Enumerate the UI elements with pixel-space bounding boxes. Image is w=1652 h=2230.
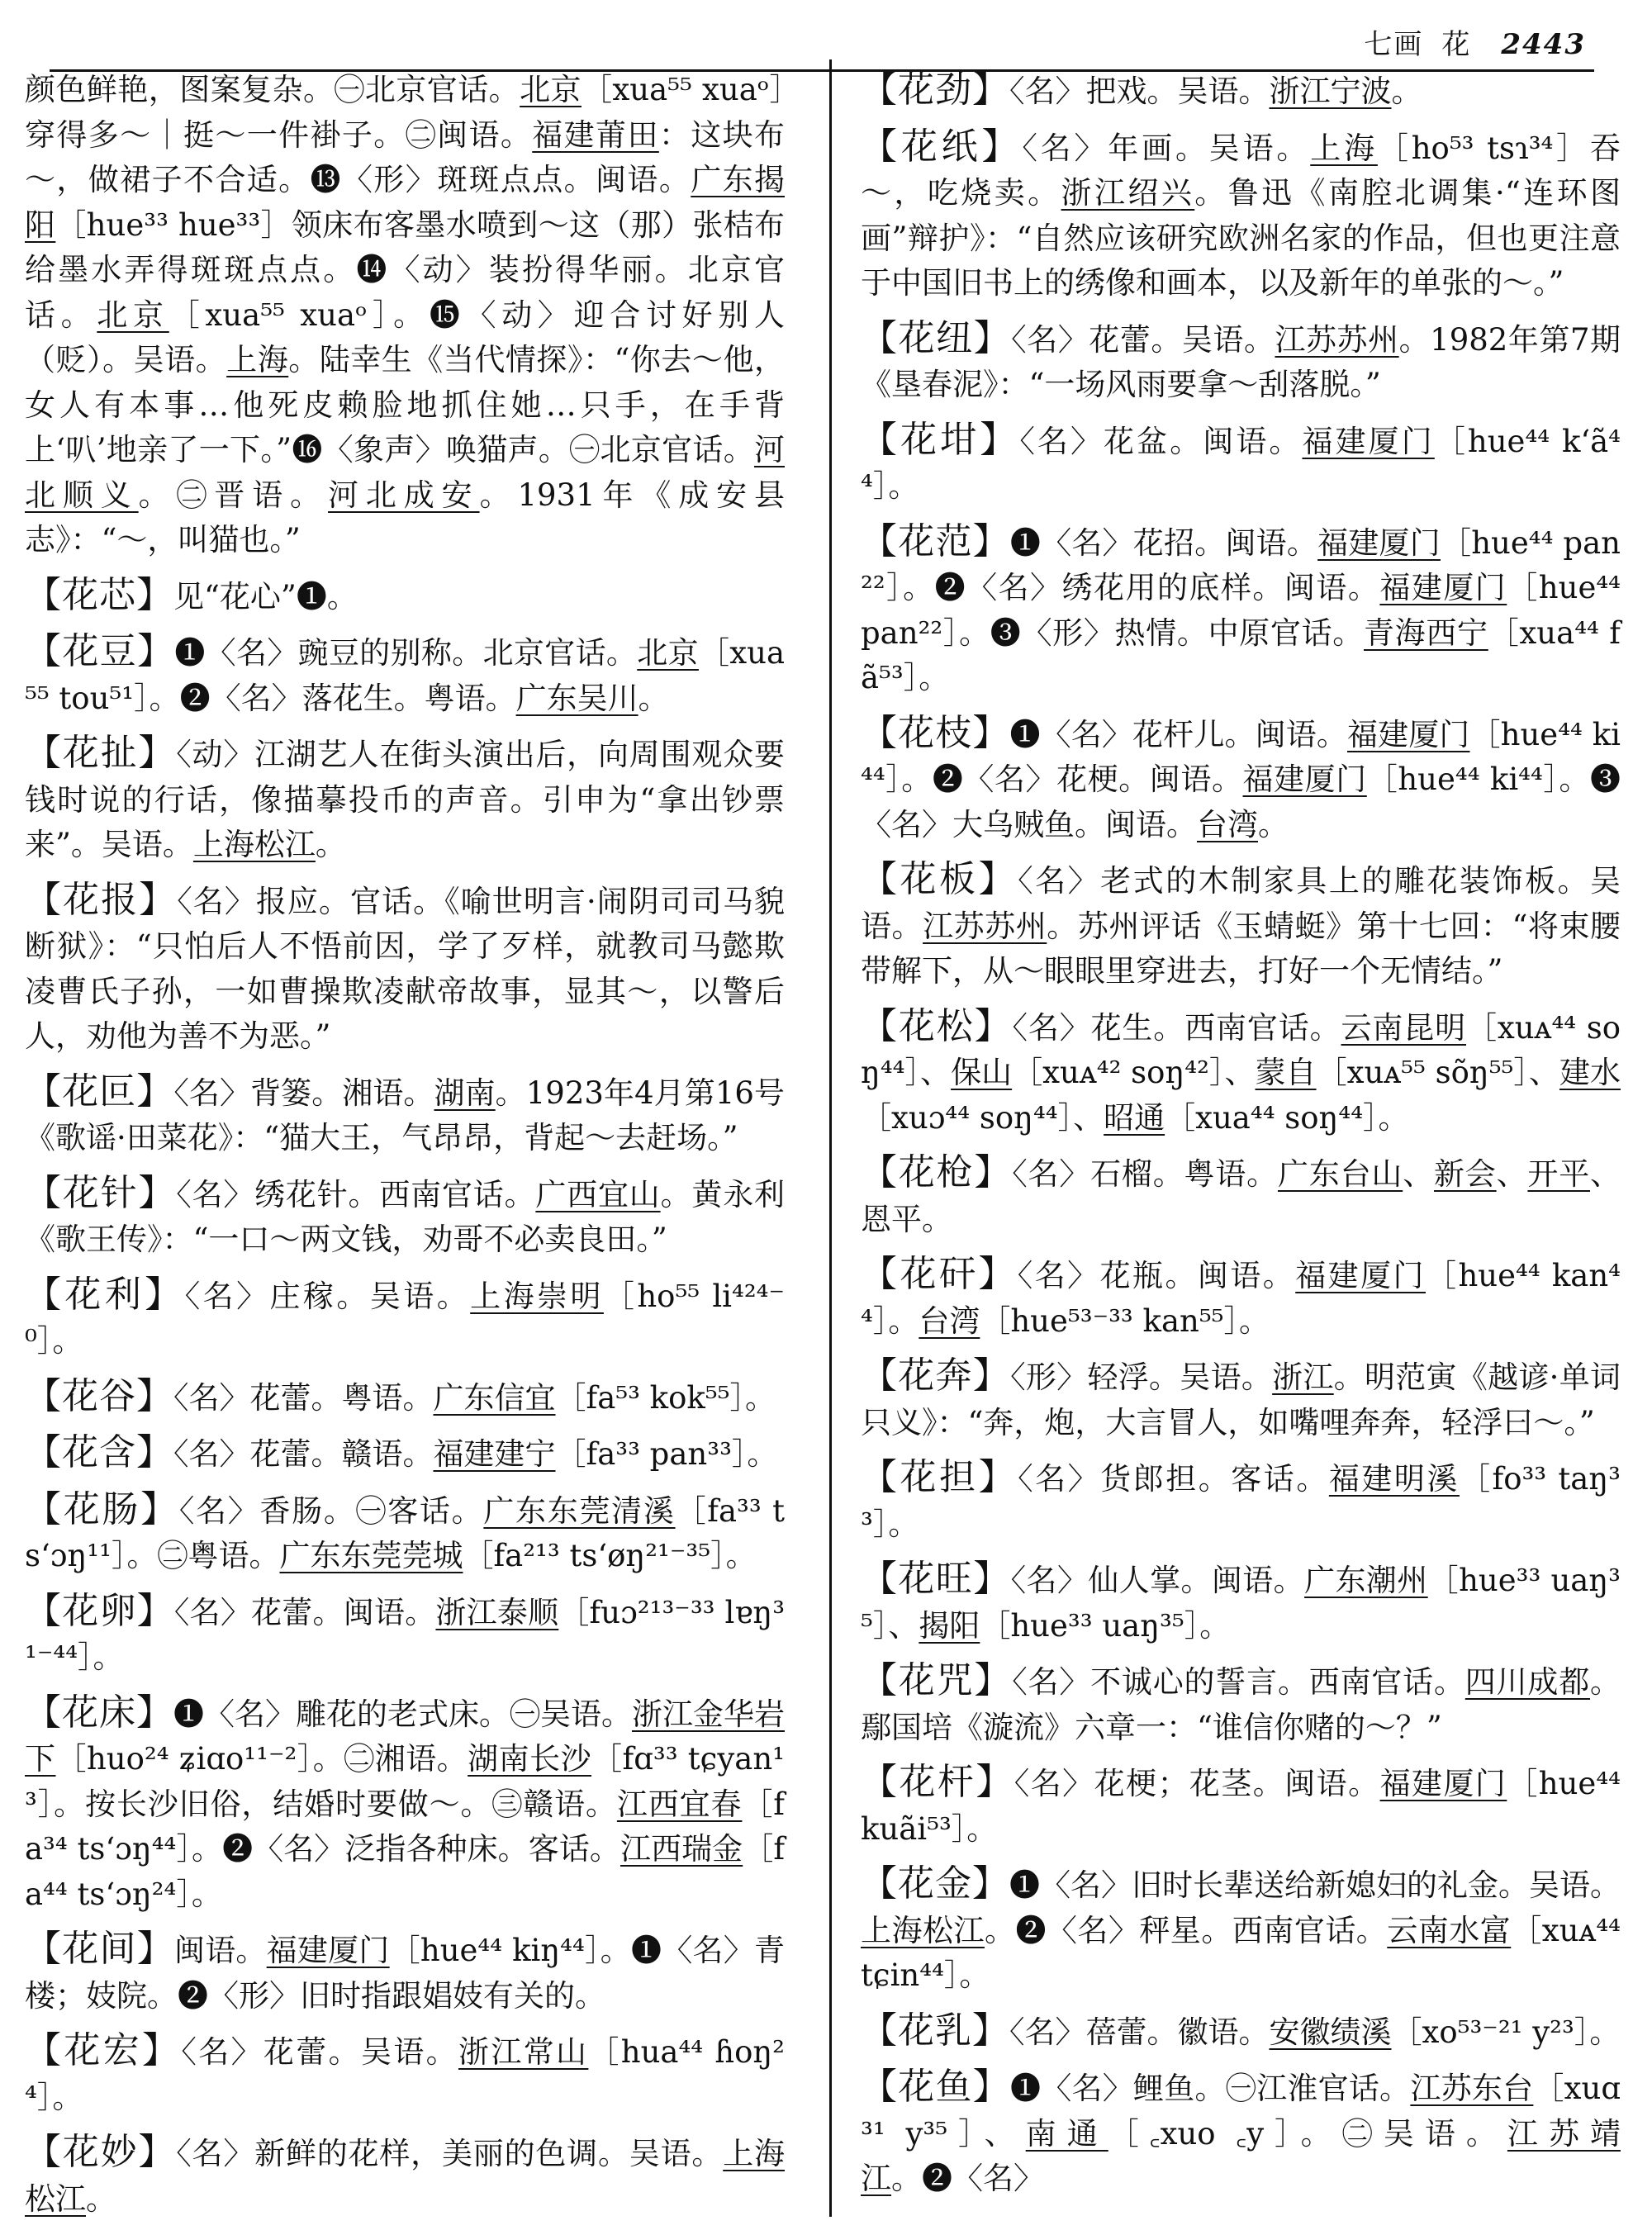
entry-text: 〈名〉花蕾。赣语。 [173, 1436, 434, 1472]
entry-text: ［fo³³ taŋ³³］。 [861, 1461, 1621, 1542]
entry-text: ［꜀xuo ꜀y］。㊁吴语。 [1108, 2115, 1507, 2152]
entry-text: ❶〈名〉旧时长辈送给新媳妇的礼金。吴语。 [1009, 1867, 1621, 1903]
entry-headword: 【花矸】 [861, 1253, 1018, 1295]
location-name: 上海 [226, 342, 289, 377]
entry-text: 〈名〉货郎担。客话。 [1018, 1461, 1329, 1497]
entry-text: 。㊁晋语。 [138, 477, 329, 513]
location-name: 昭通 [1104, 1099, 1165, 1136]
page-number: 2443 [1501, 28, 1586, 61]
entry-text: 〈名〉花蕾。吴语。 [1011, 321, 1275, 358]
entry-text: 。1982年第7期《垦春泥》：“一场风雨要拿～刮落脱。” [861, 321, 1621, 402]
dictionary-entry [861, 1557, 1621, 1649]
dictionary-entry [861, 125, 1621, 306]
dictionary-entry [861, 1252, 1621, 1344]
entry-text: 。 [638, 680, 669, 716]
location-name: 湖南长沙 [468, 1741, 592, 1777]
dictionary-entry [861, 1455, 1621, 1547]
entry-text: 〈名〉花蕾。粤语。 [173, 1379, 434, 1416]
entry-text: ❶〈名〉雕花的老式床。㊀吴语。 [173, 1696, 632, 1732]
entry-text: ［xuᴀ⁴⁴ soŋ⁴⁴］、 [861, 1009, 1621, 1090]
dictionary-entry [25, 1487, 785, 1579]
location-name: 福建厦门 [1317, 524, 1441, 561]
entry-headword: 【花宏】 [25, 2029, 182, 2071]
entry-text: ［fa³³ pan³³］。 [555, 1436, 778, 1472]
location-name: 福建建宁 [433, 1436, 556, 1472]
location-name: 云南昆明 [1341, 1009, 1466, 1046]
entry-text: ［fɑ³³ tɕyan¹³］。按长沙旧俗，结婚时要做～。㊂赣语。 [25, 1741, 786, 1822]
location-name: 广东信宜 [433, 1379, 556, 1416]
location-name: 蒙自 [1255, 1055, 1317, 1090]
location-name: 福建厦门 [1295, 1258, 1426, 1293]
dictionary-entry [861, 1004, 1621, 1141]
location-name: 江西宜春 [616, 1786, 743, 1822]
location-name: 揭阳 [919, 1607, 980, 1644]
entry-headword: 【花枝】 [861, 711, 1010, 754]
entry-headword: 【花含】 [25, 1431, 173, 1473]
entry-headword: 【花床】 [25, 1691, 173, 1734]
location-name: 江苏东台 [1410, 2071, 1534, 2106]
page-header [50, 18, 1594, 72]
dictionary-entry [861, 1151, 1621, 1242]
entry-text: 、 [1496, 1156, 1528, 1192]
entry-text: ［hue⁴⁴ pan²²］。❷〈名〉绣花用的底样。闽语。 [861, 524, 1621, 605]
location-name: 河北成安 [328, 477, 480, 513]
entry-text: 〈名〉花瓶。闽语。 [1017, 1258, 1296, 1293]
entry-text: 〈名〉香肠。㊀客话。 [178, 1492, 484, 1529]
entry-text: ［hue⁴⁴ k‘ã⁴⁴］。 [861, 423, 1621, 504]
entry-headword: 【花间】 [25, 1928, 174, 1970]
entry-text: 。❷〈名〉秤星。西南官话。 [984, 1912, 1388, 1948]
location-name: 安徽绩溪 [1269, 2014, 1392, 2050]
entry-text: ［fa⁴⁴ ts‘ɔŋ²⁴］。 [25, 1831, 786, 1912]
entry-text: 〈名〉庄稼。吴语。 [184, 1278, 471, 1314]
entry-text: ❶〈名〉花招。闽语。 [1009, 524, 1318, 561]
column-divider [829, 59, 832, 2217]
dictionary-entry [25, 1374, 785, 1421]
location-name: 南通 [1025, 2115, 1108, 2152]
entry-text: 见“花心”❶。 [173, 578, 358, 614]
entry-text: ［xua⁴⁴ soŋ⁴⁴］。 [1165, 1099, 1409, 1136]
entry-text: ［xuᴀ⁴² soŋ⁴²］、 [1012, 1055, 1256, 1090]
location-name: 福建莆田 [532, 116, 659, 153]
entry-text: ［xo⁵³⁻²¹ y²³］。 [1391, 2014, 1621, 2050]
entry-text: 〈名〉石榴。粤语。 [1012, 1156, 1278, 1192]
location-name: 福建厦门 [1242, 762, 1367, 797]
entry-text: ❶〈名〉鲤鱼。㊀江淮官话。 [1010, 2071, 1411, 2106]
location-name: 青海西宁 [1364, 614, 1488, 651]
entry-text: 。❷〈名〉 [891, 2161, 1044, 2196]
location-name: 福建厦门 [1302, 423, 1435, 459]
entry-headword: 【花肠】 [25, 1487, 179, 1530]
location-name: 河北顺义 [25, 432, 785, 513]
entry-text: 〈名〉蓓蕾。徽语。 [1009, 2014, 1270, 2050]
location-name: 广东潮州 [1304, 1563, 1428, 1598]
dictionary-entry [861, 2065, 1621, 2202]
entry-headword: 【花芯】 [25, 573, 173, 616]
location-name: 江苏靖江 [861, 2115, 1621, 2196]
entry-text: 。1931年《成安县志》：“～，叫猫也。” [25, 477, 786, 558]
location-name: 江苏苏州 [1275, 321, 1399, 358]
dictionary-entry [25, 1171, 785, 1263]
dictionary-entry [861, 1658, 1621, 1750]
location-name: 新会 [1434, 1156, 1497, 1192]
location-name: 福建厦门 [1379, 1766, 1507, 1801]
entry-headword: 【花旺】 [861, 1558, 1011, 1600]
entry-text: ［xuᴀ⁴⁴ tɕin⁴⁴］。 [861, 1912, 1621, 1993]
location-name: 上海松江 [861, 1912, 985, 1948]
entry-text: ［xua⁵⁵ tou⁵¹］。❷〈名〉落花生。粤语。 [25, 635, 786, 716]
entry-text: ［xua⁵⁵ xuaᵒ］穿得多～｜挺～一件褂子。㊁闽语。 [25, 72, 786, 153]
location-name: 湖南 [434, 1075, 496, 1111]
location-name: 开平 [1527, 1156, 1591, 1192]
entry-text: ［huo²⁴ ʑiɑo¹¹⁻²］。㊁湘语。 [55, 1741, 468, 1777]
entry-text: ［xua⁵⁵ xuaᵒ］。⓯〈动〉迎合讨好别人（贬）。吴语。 [25, 297, 786, 377]
entry-headword: 【花坩】 [861, 418, 1020, 461]
entry-text: ［xuɑ³¹ y³⁵］、 [861, 2071, 1621, 2152]
entry-text: ［fa²¹³ ts‘øŋ²¹⁻³⁵］。 [463, 1538, 757, 1573]
dictionary-entry [861, 1760, 1621, 1852]
location-name: 台湾 [919, 1302, 980, 1339]
location-name: 上海 [1310, 130, 1378, 166]
entry-text: ［xuᴀ⁵⁵ sõŋ⁵⁵］、 [1316, 1055, 1559, 1090]
location-name: 浙江常山 [458, 2034, 589, 2070]
entry-text: ［fa⁵³ kok⁵⁵］。 [555, 1379, 776, 1416]
location-name: 广东吴川 [515, 680, 638, 716]
dictionary-entry [861, 520, 1621, 701]
location-name: 浙江泰顺 [435, 1594, 559, 1630]
entry-headword: 【花枪】 [861, 1151, 1013, 1193]
entry-text: ［xua⁴⁴ fã⁵³］。 [861, 614, 1621, 695]
entry-text: ［fuɔ²¹³⁻³³ lɐŋ³¹⁻⁴⁴］。 [25, 1594, 786, 1675]
location-name: 福建厦门 [1346, 716, 1470, 752]
entry-text: ［hue⁴⁴ ki⁴⁴］。❸〈名〉大乌贼鱼。闽语。 [861, 762, 1621, 842]
entry-text: ［hue⁴⁴ kuãi⁵³］。 [861, 1766, 1621, 1847]
dictionary-entry [25, 1691, 785, 1918]
entry-headword: 【花板】 [861, 858, 1018, 900]
location-name: 北京 [97, 297, 169, 333]
entry-text: 。黄永利《歌王传》：“一口～两文钱，劝哥不必卖良田。” [25, 1176, 786, 1257]
entry-text: ：这块布～，做裙子不合适。⓭〈形〉斑斑点点。闽语。 [25, 116, 786, 197]
entry-headword: 【花针】 [25, 1171, 177, 1214]
entry-text: 〈名〉背篓。湘语。 [173, 1075, 434, 1111]
dictionary-entry [25, 1589, 785, 1681]
entry-headword: 【花范】 [861, 520, 1010, 562]
location-name: 浙江绍兴 [1061, 175, 1195, 211]
entry-headword: 【花咒】 [861, 1659, 1013, 1701]
dictionary-entry [861, 418, 1621, 510]
entry-text: 〈动〉江湖艺人在街头演出后，向周围观众要钱时说的行话，像描摹投币的声音。引申为“拿出钞票来”。吴语。 [25, 737, 786, 862]
entry-headword: 【花奔】 [861, 1355, 1011, 1397]
dictionary-entry [861, 316, 1621, 408]
entry-headword: 【花报】 [25, 878, 178, 921]
left-column [25, 68, 785, 2222]
entry-headword: 【花鱼】 [861, 2066, 1011, 2108]
location-name: 福建厦门 [1379, 570, 1507, 605]
entry-text: 〈名〉花盆。闽语。 [1019, 423, 1303, 459]
entry-text: 。明范寅《越谚·单词只义》：“奔，炮，大言冒人，如嘴哩奔奔，轻浮曰～。” [861, 1359, 1621, 1440]
location-name: 江苏苏州 [923, 908, 1047, 944]
entry-headword: 【花金】 [861, 1862, 1009, 1905]
entry-text: 。鄢国培《漩流》六章一：“谁信你赌的～？” [861, 1664, 1621, 1745]
location-name: 北京 [520, 72, 582, 107]
dictionary-entry [25, 731, 785, 868]
location-name: 台湾 [1197, 806, 1258, 842]
dictionary-entry [25, 1070, 785, 1161]
entry-continuation [25, 68, 785, 563]
location-name: 上海松江 [25, 2136, 786, 2217]
entry-text: ［hue⁴⁴ ki⁴⁴］。❷〈名〉花梗。闽语。 [861, 716, 1621, 797]
dictionary-entry [25, 1273, 785, 1364]
entry-headword: 【花豆】 [25, 630, 175, 672]
location-name: 保山 [951, 1055, 1013, 1090]
section-label: 七画 [1364, 28, 1424, 61]
entry-text: 颜色鲜艳，图案复杂。㊀北京官话。 [25, 72, 520, 107]
location-name: 广东东莞清溪 [483, 1492, 676, 1529]
entry-text: ❶〈名〉豌豆的别称。北京官话。 [174, 635, 638, 671]
entry-text: ［xuɔ⁴⁴ soŋ⁴⁴］、 [861, 1099, 1104, 1136]
entry-text: ［hue⁴⁴ kiŋ⁴⁴］。❶〈名〉青楼；妓院。❷〈形〉旧时指跟娼妓有关的。 [25, 1933, 785, 2014]
entry-headword: 【花纸】 [861, 125, 1023, 168]
location-name: 上海松江 [192, 827, 316, 862]
entry-text: ［ho⁵³ tsɿ³⁴］吞～，吃烧卖。 [861, 130, 1621, 211]
location-name: 云南水富 [1387, 1912, 1512, 1948]
location-name: 广东东莞莞城 [279, 1538, 463, 1573]
entry-text: 、 [1403, 1156, 1434, 1192]
dictionary-entry [25, 878, 785, 1060]
entry-text: 〈名〉花梗；花茎。闽语。 [1014, 1766, 1380, 1801]
entry-text: 。 [1391, 74, 1422, 109]
entry-text: 〈名〉不诚心的誓言。西南官话。 [1012, 1664, 1465, 1700]
location-name: 广东台山 [1277, 1156, 1403, 1192]
dictionary-entry [25, 2028, 785, 2120]
entry-text: ［hua⁴⁴ ɦoŋ²⁴］。 [25, 2034, 786, 2115]
dictionary-entry [25, 573, 785, 620]
location-name: 浙江金华岩下 [25, 1696, 785, 1777]
entry-text: 。苏州评话《玉蜻蜓》第十七回：“将束腰带解下，从～眼眼里穿进去，打好一个无情结。” [861, 908, 1621, 989]
entry-text: 。陆幸生《当代情探》：“你去～他，女人有本事…他死皮赖脸地抓住她…只手，在手背上‘叭’地亲了一下。”⓰〈象声〉唤猫声。㊀北京官话。 [25, 342, 786, 467]
location-name: 江西瑞金 [620, 1831, 743, 1867]
location-name: 四川成都 [1464, 1664, 1591, 1700]
entry-headword: 【花松】 [861, 1004, 1013, 1047]
dictionary-entry [861, 68, 1621, 115]
dictionary-entry [861, 857, 1621, 994]
entry-text: 〈名〉老式的木制家具上的雕花装饰板。吴语。 [861, 863, 1621, 944]
entry-text: 〈形〉轻浮。吴语。 [1010, 1359, 1273, 1395]
location-name: 北京 [637, 635, 699, 671]
entry-text: 〈名〉新鲜的花样，美丽的色调。吴语。 [176, 2136, 724, 2171]
entry-headword: 【花叵】 [25, 1070, 174, 1113]
entry-headword: 【花杆】 [861, 1761, 1014, 1803]
entry-text: 〈名〉年画。吴语。 [1022, 130, 1311, 166]
entry-text: ［ho⁵⁵ li⁴²⁴⁻⁰］。 [25, 1278, 786, 1359]
entry-text: ［hue⁴⁴ kan⁴⁴］。 [861, 1258, 1621, 1339]
entry-text: 。 [86, 2180, 116, 2217]
entry-text: 闽语。 [173, 1933, 267, 1968]
entry-text: 、恩平。 [861, 1156, 1621, 1237]
entry-text: ［fa³³ ts‘ɔŋ¹¹］。㊁粤语。 [25, 1492, 786, 1573]
entry-text: 。 [1258, 806, 1289, 842]
entry-text: 〈名〉花蕾。闽语。 [173, 1594, 436, 1630]
dictionary-entry [25, 1927, 785, 2019]
entry-headword: 【花扯】 [25, 732, 177, 774]
head-character: 花 [1441, 28, 1472, 61]
right-column [861, 68, 1621, 2202]
entry-text: 。鲁迅《南腔北调集·“连环图画”辩护》：“自然应该研究欧洲名家的作品，但也更注意于中国旧书上的绣像和画本，以及新年的单张的～。” [861, 175, 1621, 301]
entry-headword: 【花纽】 [861, 316, 1012, 359]
location-name: 福建厦门 [266, 1933, 390, 1968]
entry-text: ［hue³³ uaŋ³⁵］。 [980, 1607, 1231, 1644]
location-name: 浙江 [1272, 1359, 1334, 1395]
entry-headword: 【花劲】 [861, 69, 1009, 111]
entry-text: ［hue⁵³⁻³³ kan⁵⁵］。 [980, 1302, 1270, 1339]
entry-text: 〈名〉绣花针。西南官话。 [176, 1176, 536, 1212]
running-head [1364, 21, 1586, 62]
dictionary-entry [861, 711, 1621, 848]
dictionary-entry [25, 2130, 785, 2222]
entry-text: 。 [315, 827, 346, 862]
entry-text: ［hue⁴⁴ pan²²］。❸〈形〉热情。中原官话。 [861, 570, 1621, 651]
entry-text: 〈名〉把戏。吴语。 [1009, 74, 1270, 109]
location-name: 福建明溪 [1328, 1461, 1460, 1497]
location-name: 广东揭阳 [25, 162, 786, 243]
location-name: 建水 [1559, 1055, 1621, 1090]
entry-headword: 【花谷】 [25, 1374, 173, 1417]
entry-text: 〈名〉仙人掌。闽语。 [1010, 1563, 1305, 1598]
entry-text: ［hue³³ hue³³］领床布客墨水喷到～这（那）张桔布给墨水弄得斑斑点点。⓮〈动〉装扮得华丽。北京官话。 [25, 206, 786, 333]
entry-text: 。1923年4月第16号《歌谣·田菜花》：“猫大王，气昂昂，背起～去赶场。” [25, 1075, 785, 1155]
location-name: 广西宜山 [535, 1176, 661, 1212]
entry-headword: 【花担】 [861, 1456, 1018, 1498]
dictionary-entry [25, 629, 785, 721]
location-name: 浙江宁波 [1269, 74, 1392, 109]
dictionary-entry [861, 1862, 1621, 1999]
entry-headword: 【花乳】 [861, 2009, 1009, 2052]
entry-text: ［hue³³ uaŋ³⁵］、 [861, 1563, 1621, 1644]
entry-text: ❶〈名〉花杆儿。闽语。 [1009, 716, 1347, 752]
dictionary-entry [861, 2009, 1621, 2056]
entry-headword: 【花利】 [25, 1273, 185, 1316]
entry-text: 〈名〉花蕾。吴语。 [181, 2034, 459, 2070]
entry-headword: 【花妙】 [25, 2131, 177, 2173]
entry-headword: 【花卵】 [25, 1589, 174, 1632]
location-name: 上海崇明 [470, 1278, 604, 1314]
entry-text: ［fa³⁴ ts‘ɔŋ⁴⁴］。❷〈名〉泛指各种床。客话。 [25, 1786, 785, 1867]
dictionary-entry [861, 1354, 1621, 1445]
dictionary-entry [25, 1431, 785, 1478]
entry-text: 〈名〉报应。官话。《喻世明言·闹阴司司马貌断狱》：“只怕后人不悟前因，学了歹样，就教司马懿欺凌曹氏子孙，一如曹操欺凌献帝故事，显其～，以警后人，劝他为善不为恶。” [25, 883, 786, 1054]
entry-text: 〈名〉花生。西南官话。 [1012, 1009, 1341, 1046]
